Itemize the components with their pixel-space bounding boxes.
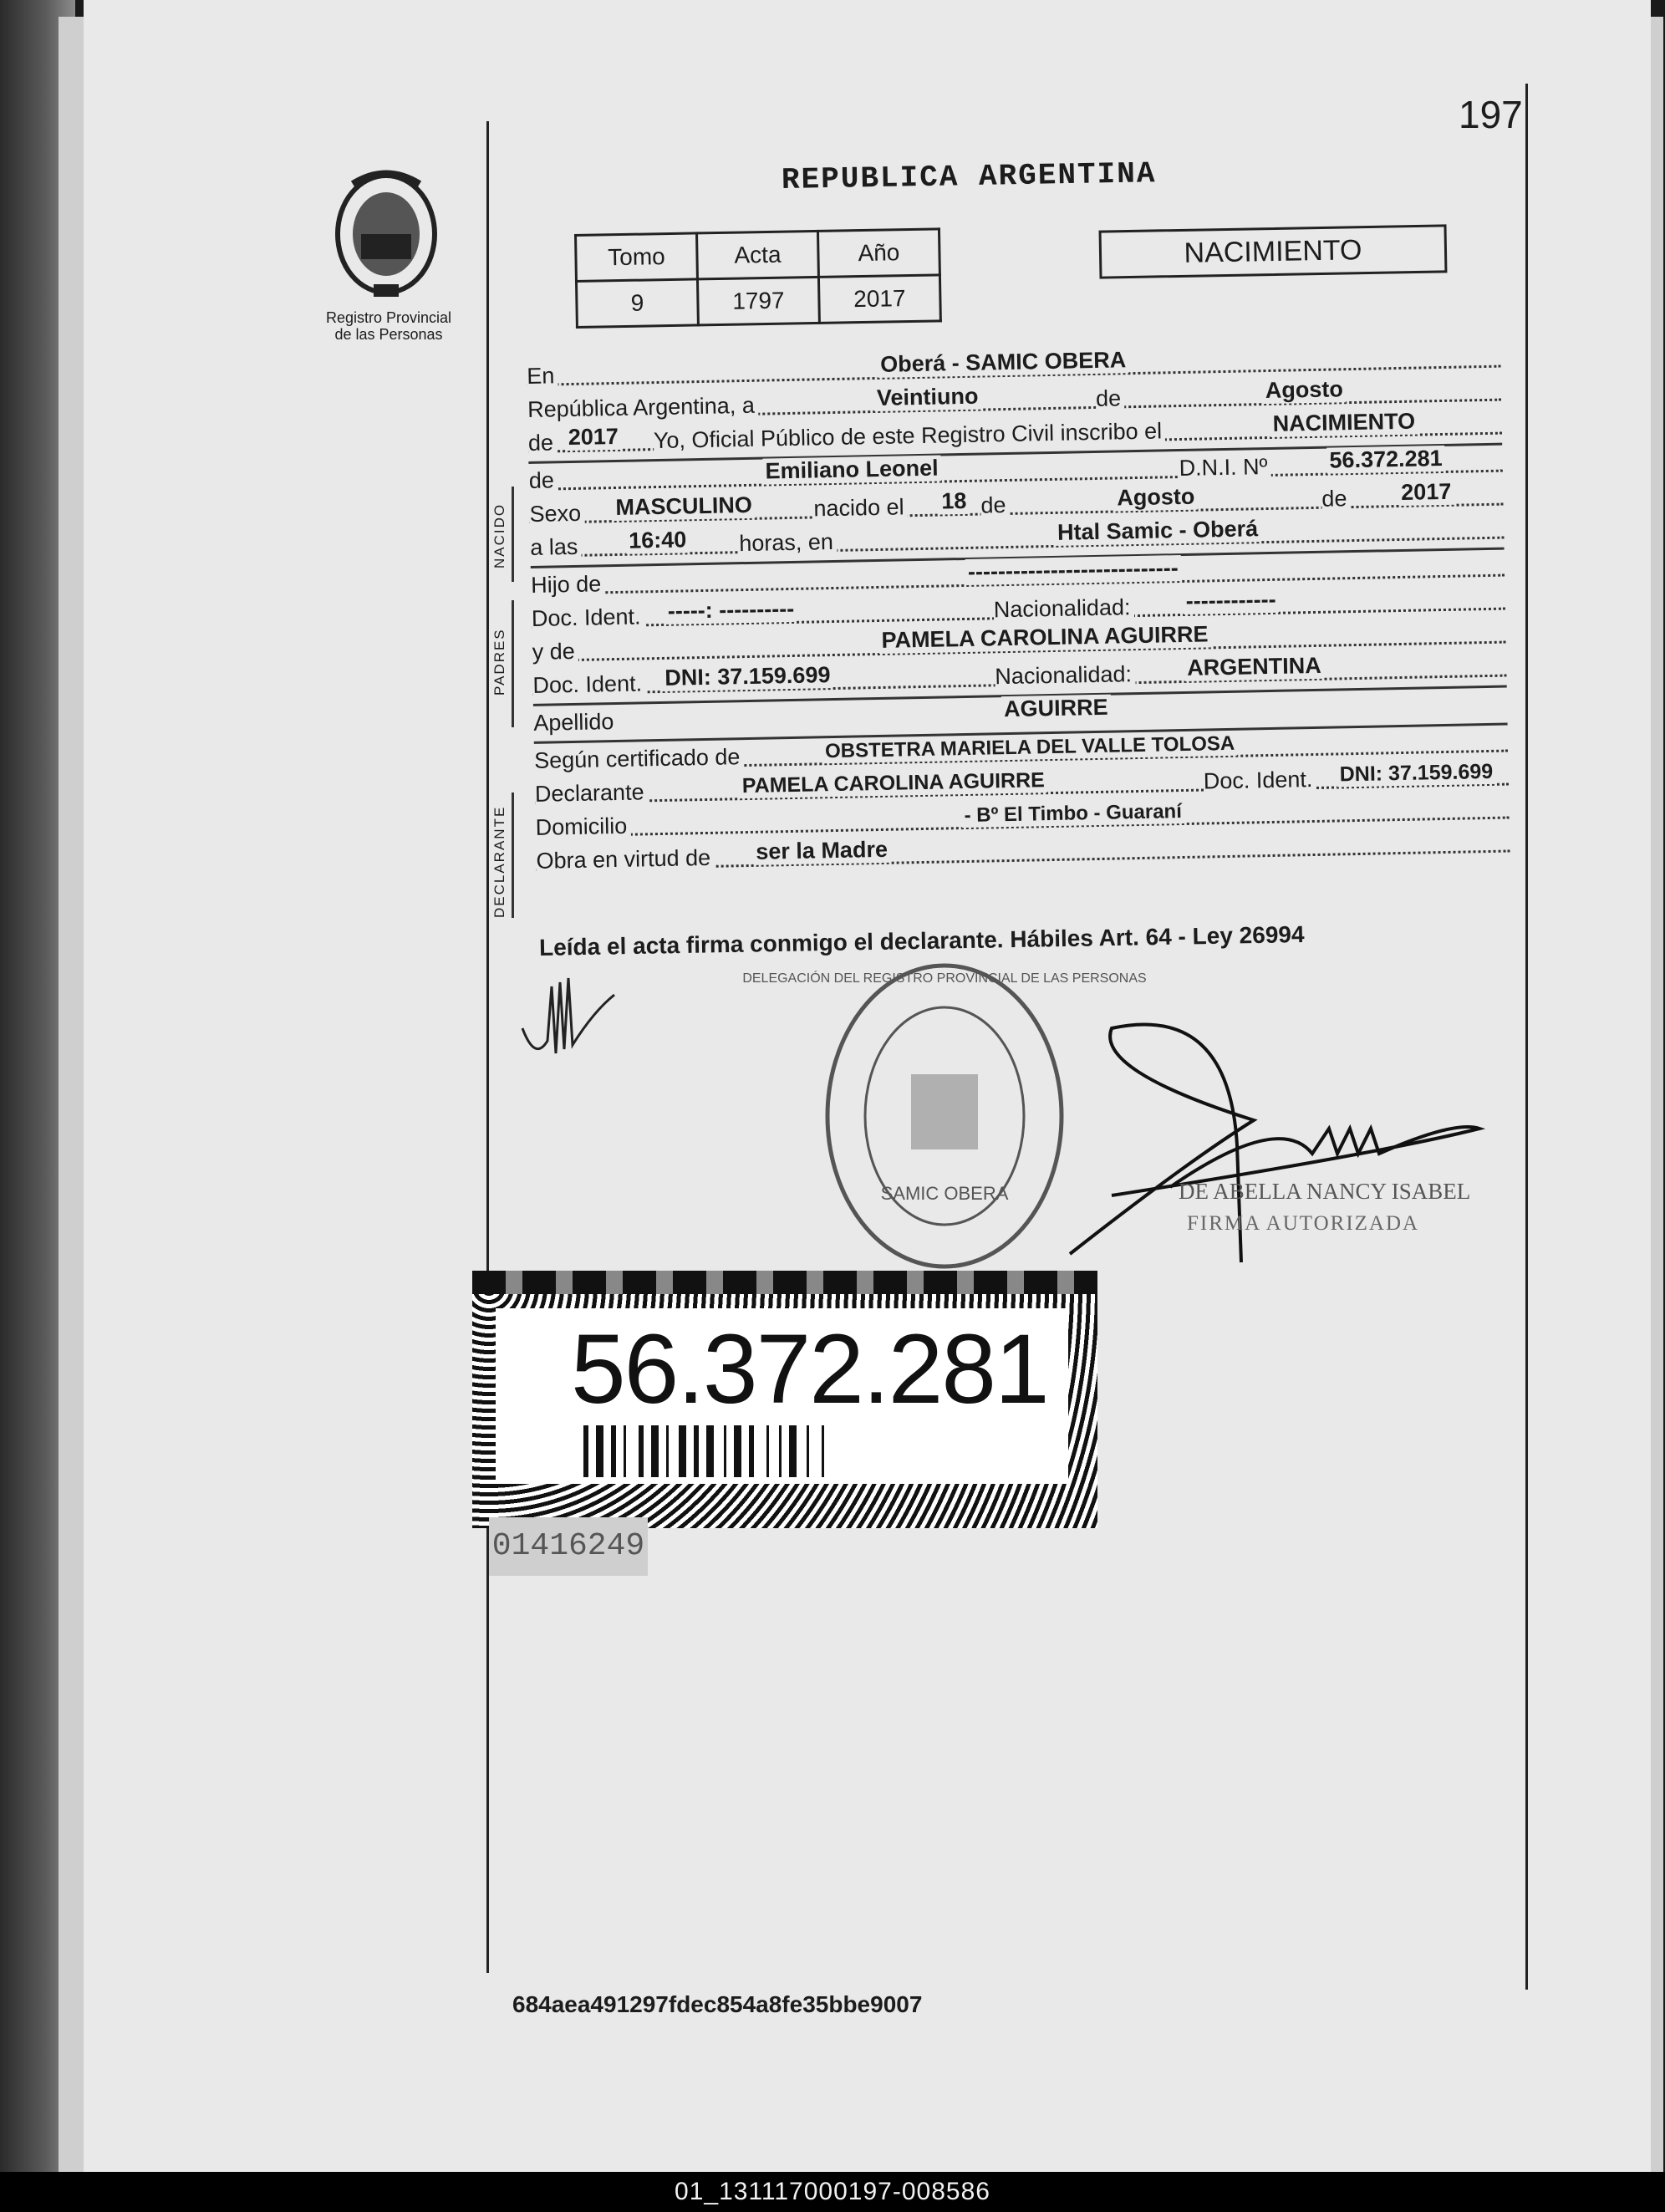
barcode-bar (749, 1425, 754, 1477)
certificado-value: OBSTETRA MARIELA DEL VALLE TOLOSA (822, 732, 1238, 764)
barcode-bar (624, 1425, 626, 1477)
serial-number: 01416249 (489, 1517, 648, 1576)
barcode-bar (734, 1425, 741, 1477)
folio-number: 197 (1459, 93, 1523, 136)
barcode-bar (639, 1425, 644, 1477)
barcode-bar (583, 1425, 588, 1477)
footer-code: 01_131117000197-008586 (0, 2172, 1665, 2212)
barcode-bar (724, 1425, 726, 1477)
closing-statement: Leída el acta firma conmigo el declarante. Hábiles Art. 64 - Ley 26994 (538, 921, 1305, 961)
republica-label: República Argentina, a (527, 393, 758, 423)
barcode-bar (666, 1425, 669, 1477)
registry-stamp-image (742, 957, 1147, 1275)
domicilio-label: Domicilio (535, 813, 630, 841)
en-value: Oberá - SAMIC OBERA (878, 347, 1129, 378)
doc-ident-value-2: DNI: 37.159.699 (662, 662, 833, 691)
barcode-bar (822, 1425, 824, 1477)
nacionalidad-value-2: ARGENTINA (1184, 653, 1324, 681)
certificado-label: Según certificado de (534, 744, 744, 774)
doc-ident-value-1: -----: ---------- (665, 596, 797, 624)
barcode-bar (679, 1425, 686, 1477)
left-margin-line (486, 121, 489, 1973)
dni-value: 56.372.281 (1326, 446, 1445, 474)
dni-sticker-label (496, 1308, 1068, 1484)
authorized-signature-label: FIRMA AUTORIZADA (1187, 1212, 1420, 1235)
barcode-bar (651, 1425, 659, 1477)
acta-label: Acta (697, 231, 819, 279)
obra-value: ser la Madre (753, 837, 890, 865)
declarante-value: PAMELA CAROLINA AGUIRRE (740, 768, 1048, 798)
declarante-label: Declarante (535, 779, 648, 808)
stamp-center-text: SAMIC OBERA (880, 1183, 1009, 1204)
barcode-bar (789, 1425, 797, 1477)
barcode-bar (706, 1425, 714, 1477)
document-hash: 684aea491297fdec854a8fe35bbe9007 (512, 1991, 923, 2017)
anio-value: 2017 (818, 275, 940, 324)
nacido-de-label: de (528, 467, 558, 494)
apellido-label: Apellido (533, 709, 618, 736)
tomo-label: Tomo (576, 233, 698, 282)
province-seal-icon (328, 167, 445, 301)
domicilio-value: - Bº El Timbo - Guaraní (961, 800, 1184, 828)
declarant-signature-image (518, 961, 619, 1078)
anio-label: Año (817, 229, 939, 278)
declarante-section-label: DECLARANTE (491, 805, 507, 918)
right-margin-line (1525, 84, 1528, 1990)
en-label: En (527, 363, 558, 390)
barcode-image (583, 1425, 968, 1477)
lugar-value: Htal Samic - Oberá (1055, 516, 1261, 546)
nacionalidad-value-1: ------------ (1183, 587, 1278, 614)
nac-de-label-1: de (980, 492, 1010, 519)
dni-sticker (472, 1271, 1097, 1528)
barcode-bar (779, 1425, 782, 1477)
nacido-bracket (512, 487, 514, 582)
nacido-section-label: NACIDO (491, 502, 507, 568)
authorized-officer-name: DE ABELLA NANCY ISABEL (1179, 1179, 1471, 1204)
barcode-bar (807, 1425, 809, 1477)
declarante-bracket (512, 793, 514, 918)
nacionalidad-label-1: Nacionalidad: (994, 594, 1134, 623)
document-type-box: NACIMIENTO (1099, 224, 1448, 278)
nombre-value: Emiliano Leonel (762, 456, 941, 485)
nac-dia-value: 18 (939, 488, 970, 515)
decl-doc-value: DNI: 37.159.699 (1337, 760, 1495, 787)
madre-value: PAMELA CAROLINA AGUIRRE (878, 621, 1211, 654)
seal-caption: Registro Provincial de las Personas (325, 309, 452, 343)
de-label-2: de (528, 430, 558, 456)
padres-bracket (512, 600, 514, 727)
horas-en-label: horas, en (739, 529, 837, 557)
sexo-value: MASCULINO (613, 492, 755, 521)
inscribo-label: Yo, Oficial Público de este Registro Civil inscribo el (654, 418, 1166, 454)
decl-doc-label: Doc. Ident. (1204, 767, 1316, 795)
de-label-1: de (1096, 385, 1125, 412)
padres-section-label: PADRES (491, 628, 507, 696)
dni-label: D.N.I. Nº (1179, 454, 1270, 482)
record-form (527, 341, 1510, 878)
dia-value: Veintiuno (874, 384, 981, 411)
apellido-value: AGUIRRE (1001, 695, 1111, 722)
page-title: REPUBLICA ARGENTINA (781, 156, 1157, 197)
barcode-bar (694, 1425, 699, 1477)
anio-value-form: 2017 (566, 424, 622, 451)
stamp-ring-text: DELEGACIÓN DEL REGISTRO PROVINCIAL DE LAS PERSONAS (742, 971, 1147, 986)
y-de-label: y de (532, 639, 578, 665)
barcode-bar (596, 1425, 603, 1477)
nac-de-label-2: de (1321, 486, 1351, 512)
hijo-de-value: ---------------------------- (965, 555, 1181, 585)
nacionalidad-label-2: Nacionalidad: (995, 661, 1135, 690)
a-las-label: a las (530, 534, 582, 561)
hijo-de-label: Hijo de (531, 571, 605, 599)
inscribo-value: NACIMIENTO (1270, 409, 1418, 437)
barcode-bar (766, 1425, 769, 1477)
doc-ident-label-2: Doc. Ident. (532, 670, 645, 699)
tomo-value: 9 (576, 279, 698, 328)
tomo-acta-table (574, 227, 942, 329)
obra-label: Obra en virtud de (536, 845, 714, 874)
hora-value: 16:40 (626, 527, 690, 553)
nac-mes-value: Agosto (1114, 484, 1198, 512)
nacido-el-label: nacido el (813, 494, 908, 522)
barcode-bar (611, 1425, 616, 1477)
official-signature-image (1062, 1020, 1496, 1321)
mes-value: Agosto (1263, 376, 1347, 404)
acta-value: 1797 (697, 277, 819, 325)
doc-ident-label-1: Doc. Ident. (532, 604, 644, 632)
nac-anio-value: 2017 (1398, 479, 1454, 506)
sexo-label: Sexo (529, 501, 584, 528)
sticker-dni-number: 56.372.281 (571, 1314, 1048, 1425)
